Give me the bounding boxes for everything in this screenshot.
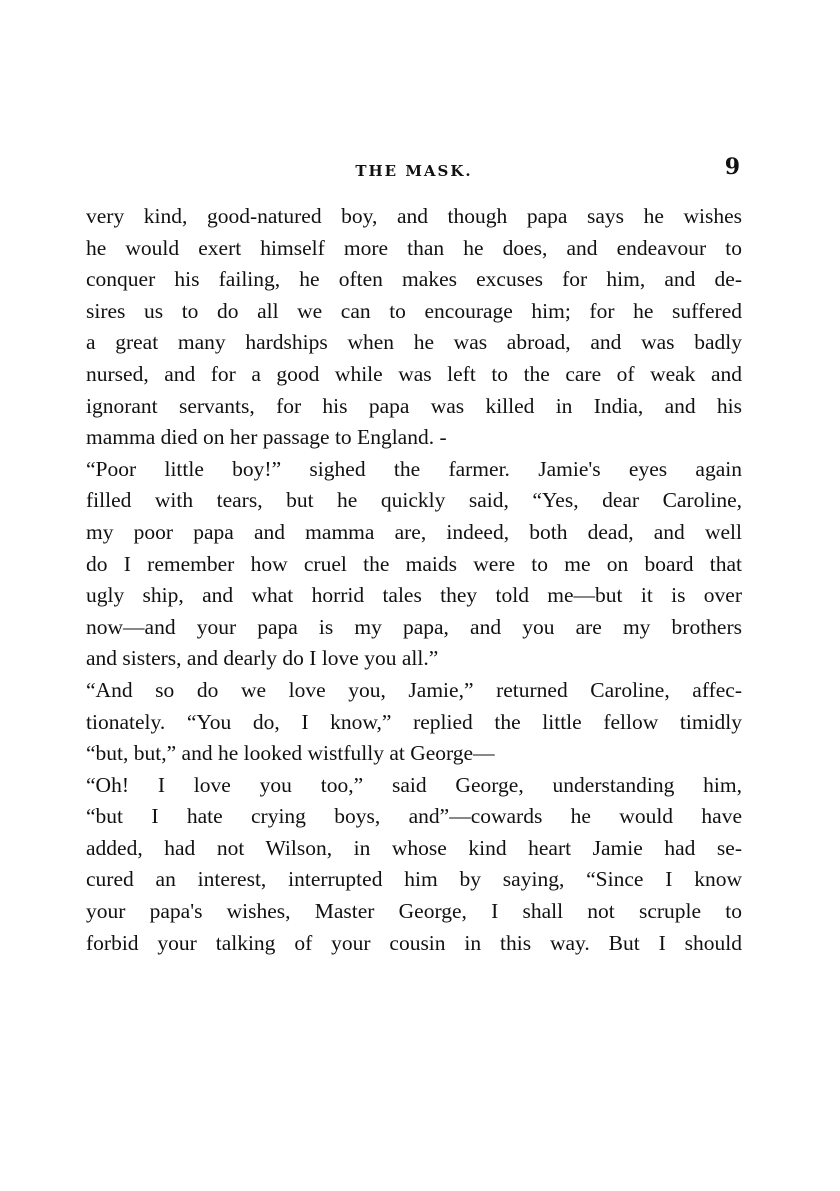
text-line: very kind, good-natured boy, and though papa says he wishes [86, 204, 742, 228]
text-line: conquer his failing, he often makes excuses for him, and de- [86, 267, 742, 292]
text-line: ignorant servants, for his papa was killed in India, and his [86, 393, 742, 418]
text-line: he would exert himself more than he does, and endeavour to [86, 235, 742, 260]
text-line: added, had not Wilson, in whose kind heart Jamie had se- [86, 835, 742, 860]
text-line: cured an interest, interrupted him by saying, “Since I know [86, 867, 742, 892]
text-line: now—and your papa is my papa, and you are my brothers [86, 614, 742, 639]
text-line: a great many hardships when he was abroad, and was badly [86, 330, 742, 355]
text-line: my poor papa and mamma are, indeed, both dead, and well [86, 519, 742, 544]
text-line: filled with tears, but he quickly said, “Yes, dear Caroline, [86, 488, 742, 513]
text-line: tionately. “You do, I know,” replied the little fellow timidly [86, 709, 742, 734]
text-line: “Poor little boy!” sighed the farmer. Jamie's eyes again [86, 456, 742, 481]
body-text [86, 201, 742, 959]
running-head: THE MASK. [355, 162, 473, 180]
text-line: nursed, and for a good while was left to the care of weak and [86, 361, 742, 386]
text-line: ugly ship, and what horrid tales they told me—but it is over [86, 583, 742, 608]
page-header [84, 154, 744, 194]
text-line: “Oh! I love you too,” said George, understanding him, [86, 772, 742, 797]
page-number: 9 [724, 154, 740, 180]
text-line: your papa's wishes, Master George, I shall not scruple to [86, 899, 742, 924]
text-line: mamma died on her passage to England. - [86, 425, 447, 450]
text-line: forbid your talking of your cousin in this way. But I should [86, 930, 742, 955]
text-line: do I remember how cruel the maids were to me on board that [86, 551, 742, 576]
text-line: “And so do we love you, Jamie,” returned Caroline, affec- [86, 677, 742, 702]
text-line: and sisters, and dearly do I love you all.” [86, 646, 439, 671]
text-line: sires us to do all we can to encourage him; for he suffered [86, 298, 742, 323]
text-line: “but I hate crying boys, and”—cowards he would have [86, 804, 742, 829]
text-line: “but, but,” and he looked wistfully at George— [86, 741, 495, 766]
